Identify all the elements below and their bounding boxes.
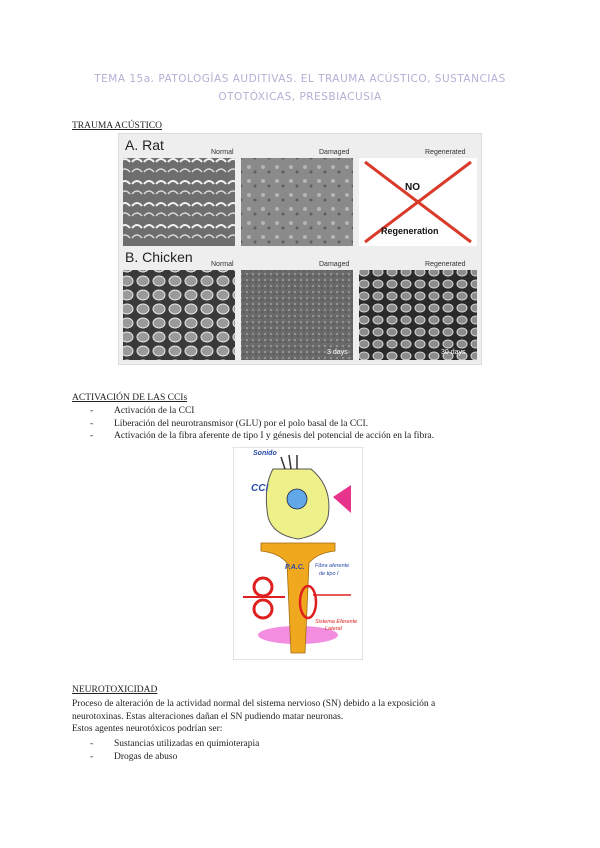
- chicken-normal-image: [123, 270, 235, 360]
- regeneration-figure-svg: [119, 134, 481, 364]
- neurotoxicidad-paragraph: [72, 698, 528, 736]
- section-heading-activacion: ACTIVACIÓN DE LAS CCIs: [72, 393, 188, 403]
- sistema-label: Sistema Eferente: [315, 619, 358, 625]
- para-line-3: Estos agentes neurotóxicos podrían ser:: [72, 724, 223, 734]
- list-item: - Activación de la CCI: [90, 405, 434, 418]
- list-item: - Activación de la fibra aferente de tipo I y génesis del potencial de acción en la fibra.: [90, 430, 434, 443]
- tipo-label: de tipo I: [319, 571, 339, 577]
- title-line-1: TEMA 15a. PATOLOGÍAS AUDITIVAS. EL TRAUMA ACÚSTICO, SUSTANCIAS: [94, 73, 506, 85]
- cell-nucleus: [287, 489, 307, 509]
- list-item: - Sustancias utilizadas en quimioterapia: [90, 738, 259, 751]
- rat-normal-label: Normal: [211, 149, 234, 156]
- document-title: [60, 70, 540, 106]
- rat-damaged-image: [241, 158, 353, 246]
- hair-cell-regeneration-figure: [118, 133, 482, 365]
- sonido-label: Sonido: [253, 450, 277, 457]
- neurotoxicos-list: [90, 738, 259, 763]
- rat-regenerated-label: Regenerated: [425, 149, 466, 156]
- para-line-1: Proceso de alteración de la actividad normal del sistema nervioso (SN) debido a la exposición a: [72, 699, 436, 709]
- fibra-label: Fibra aferente: [315, 563, 350, 569]
- no-label: NO: [405, 182, 420, 193]
- rat-normal-image: [123, 158, 235, 246]
- cci-activation-diagram: [233, 447, 363, 660]
- para-line-2: neurotoxinas. Estas alteraciones dañan el SN pudiendo matar neuronas.: [72, 711, 344, 722]
- list-item: - Liberación del neurotransmisor (GLU) por el polo basal de la CCI.: [90, 418, 434, 431]
- list-item: - Drogas de abuso: [90, 751, 259, 764]
- rat-label: A. Rat: [125, 137, 164, 153]
- chicken-label: B. Chicken: [125, 249, 193, 265]
- chicken-regenerated-label: Regenerated: [425, 261, 466, 268]
- cci-label: CCI: [251, 483, 269, 494]
- chicken-normal-label: Normal: [211, 261, 234, 268]
- section-heading-neurotoxicidad: NEUROTOXICIDAD: [72, 685, 158, 695]
- days-3-label: 3 days: [327, 349, 348, 356]
- activacion-list: [90, 405, 434, 443]
- rat-damaged-label: Damaged: [319, 149, 350, 156]
- days-30-label: 30 days: [441, 349, 466, 356]
- section-heading-trauma: TRAUMA ACÚSTICO: [72, 121, 162, 131]
- chicken-damaged-image: [241, 270, 353, 360]
- pac-label: P.A.C.: [285, 564, 305, 571]
- chicken-damaged-label: Damaged: [319, 261, 350, 268]
- chicken-regenerated-image: [359, 270, 477, 360]
- title-line-2: OTOTÓXICAS, PRESBIACUSIA: [218, 91, 382, 103]
- regeneration-label: Regeneration: [381, 226, 439, 236]
- cci-diagram-svg: [233, 447, 363, 660]
- lateral-label: Lateral: [325, 626, 342, 632]
